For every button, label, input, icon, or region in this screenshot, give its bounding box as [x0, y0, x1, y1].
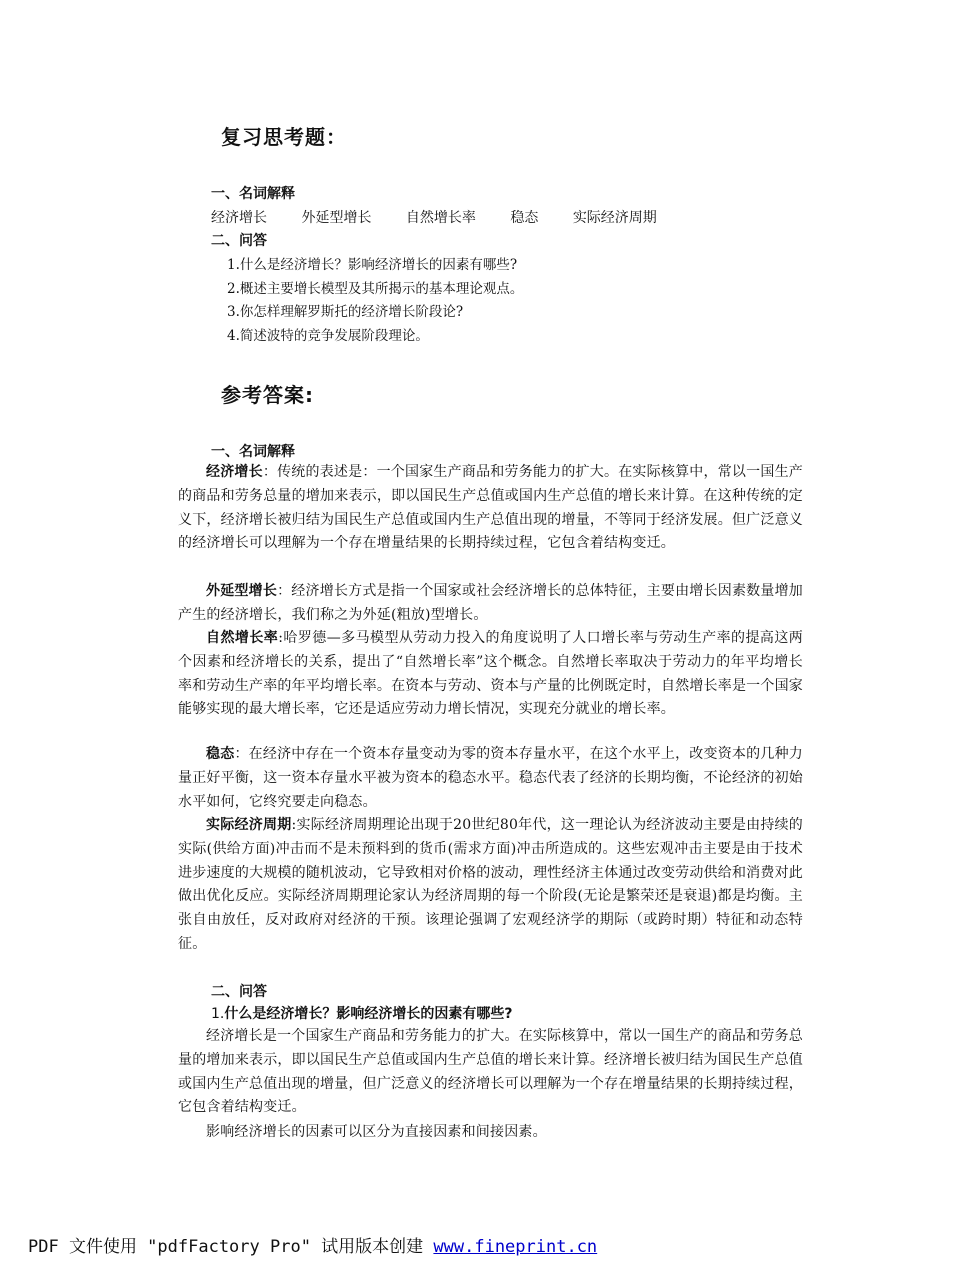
terms-list [211, 207, 687, 227]
fineprint-link[interactable]: www.fineprint.cn [433, 1237, 598, 1257]
term-item: 外延型增长 [301, 210, 372, 226]
term-item: 经济增长 [211, 210, 267, 226]
definition-term: 实际经济周期 [206, 817, 292, 833]
answer-paragraph: 影响经济增长的因素可以区分为直接因素和间接因素。 [206, 1124, 547, 1140]
question-item: 4.简述波特的竞争发展阶段理论。 [227, 327, 429, 344]
question-item: 3.你怎样理解罗斯托的经济增长阶段论? [227, 304, 464, 321]
definition-text: 经济增长方式是指一个国家或社会经济增长的总体特征，主要由增长因素数量增加产生的经济增长，我们称之为外延(粗放)型增长。 [178, 583, 804, 623]
question-item: 2.概述主要增长模型及其所揭示的基本理论观点。 [227, 280, 524, 297]
definition-term: 稳态 [206, 746, 235, 762]
footer-text: PDF 文件使用 "pdfFactory Pro" 试用版本创建 [28, 1237, 434, 1257]
definition-text: 在经济中存在一个资本存量变动为零的资本存量水平，在这个水平上，改变资本的几种力量正好平衡，这一资本存量水平被为资本的稳态水平。稳态代表了经济的长期均衡，不论经济的初始水平如何，它终究要走向稳态。 [178, 746, 803, 810]
term-item: 自然增长率 [405, 210, 476, 226]
review-title: 复习思考题： [221, 125, 347, 149]
pdf-footer [28, 1232, 597, 1257]
answers-section1-heading: 一、名词解释 [211, 444, 295, 460]
term-item: 稳态 [510, 210, 539, 226]
definition-text: 传统的表述是：一个国家生产商品和劳务能力的扩大。在实际核算中，常以一国生产的商品和劳务总量的增加来表示，即以国民生产总值或国内生产总值的增长来计算。在这种传统的定义下，经济增长被归结为国民生产总值或国内生产总值出现的增量，不等同于经济发展。但广泛意义的经济增长可以理解为一个存在增量结果的长期持续过程，它包含着结构变迁。 [178, 464, 803, 552]
review-section1-heading: 一、名词解释 [211, 186, 295, 202]
definition-term: 经济增长 [206, 464, 263, 480]
answer-paragraph: 经济增长是一个国家生产商品和劳务能力的扩大。在实际核算中，常以一国生产的商品和劳务总量的增加来表示，即以国民生产总值或国内生产总值的增长来计算。经济增长被归结为国民生产总值或国内生产总值出现的增量，但广泛意义的经济增长可以理解为一个存在增量结果的长期持续过程，它包含着结构变迁。 [178, 1028, 803, 1116]
definition-term: 自然增长率 [206, 630, 279, 646]
definition-paragraph: 外延型增长：经济增长方式是指一个国家或社会经济增长的总体特征，主要由增长因素数量增加产生的经济增长，我们称之为外延(粗放)型增长。 [178, 583, 804, 623]
question-list [227, 254, 523, 348]
review-section2-heading: 二、问答 [211, 233, 267, 249]
answers-title: 参考答案: [221, 383, 314, 407]
definition-paragraph: 自然增长率:哈罗德—多马模型从劳动力投入的角度说明了人口增长率与劳动生产率的提高这两个因素和经济增长的关系，提出了“自然增长率”这个概念。自然增长率取决于劳动力的年平均增长率和劳动生产率的年平均增长率。在资本与劳动、资本与产量的比例既定时，自然增长率是一个国家能够实现的最大增长率，它还是适应劳动力增长情况，实现充分就业的增长率。 [178, 630, 804, 718]
answers-section2-heading: 二、问答 [211, 984, 267, 1000]
definition-paragraph: 稳态：在经济中存在一个资本存量变动为零的资本存量水平，在这个水平上，改变资本的几种力量正好平衡，这一资本存量水平被为资本的稳态水平。稳态代表了经济的长期均衡，不论经济的初始水平如何，它终究要走向稳态。 [178, 746, 803, 810]
definition-paragraph: 经济增长：传统的表述是：一个国家生产商品和劳务能力的扩大。在实际核算中，常以一国生产的商品和劳务总量的增加来表示，即以国民生产总值或国内生产总值的增长来计算。在这种传统的定义下，经济增长被归结为国民生产总值或国内生产总值出现的增量，不等同于经济发展。但广泛意义的经济增长可以理解为一个存在增量结果的长期持续过程，它包含着结构变迁。 [178, 464, 803, 552]
definition-term: 外延型增长 [206, 583, 278, 599]
question-item: 1.什么是经济增长？影响经济增长的因素有哪些? [227, 257, 518, 273]
definition-text: 哈罗德—多马模型从劳动力投入的角度说明了人口增长率与劳动生产率的提高这两个因素和经济增长的关系，提出了“自然增长率”这个概念。自然增长率取决于劳动力的年平均增长率和劳动生产率的年平均增长率。在资本与劳动、资本与产量的比例既定时，自然增长率是一个国家能够实现的最大增长率，它还是适应劳动力增长情况，实现充分就业的增长率。 [178, 630, 804, 718]
definition-paragraph: 实际经济周期:实际经济周期理论出现于20世纪80年代，这一理论认为经济波动主要是由持续的实际(供给方面)冲击而不是未预料到的货币(需求方面)冲击所造成的。这些宏观冲击主要是由于技术进步速度的大规模的随机波动，它导致相对价格的波动，理性经济主体通过改变劳动供给和消费对此做出优化反应。实际经济周期理论家认为经济周期的每一个阶段(无论是繁荣还是衰退)都是均衡。主张自由放任，反对政府对经济的干预。该理论强调了宏观经济学的期际（或跨时期）特征和动态特征。 [178, 817, 804, 952]
definition-text: 实际经济周期理论出现于20世纪80年代，这一理论认为经济波动主要是由持续的实际(供给方面)冲击而不是未预料到的货币(需求方面)冲击所造成的。这些宏观冲击主要是由于技术进步速度的大规模的随机波动，它导致相对价格的波动，理性经济主体通过改变劳动供给和消费对此做出优化反应。实际经济周期理论家认为经济周期的每一个阶段(无论是繁荣还是衰退)都是均衡。主张自由放任，反对政府对经济的干预。该理论强调了宏观经济学的期际（或跨时期）特征和动态特征。 [178, 817, 804, 952]
q1-heading: 1.什么是经济增长？影响经济增长的因素有哪些? [211, 1006, 513, 1022]
term-item: 实际经济周期 [572, 210, 657, 226]
